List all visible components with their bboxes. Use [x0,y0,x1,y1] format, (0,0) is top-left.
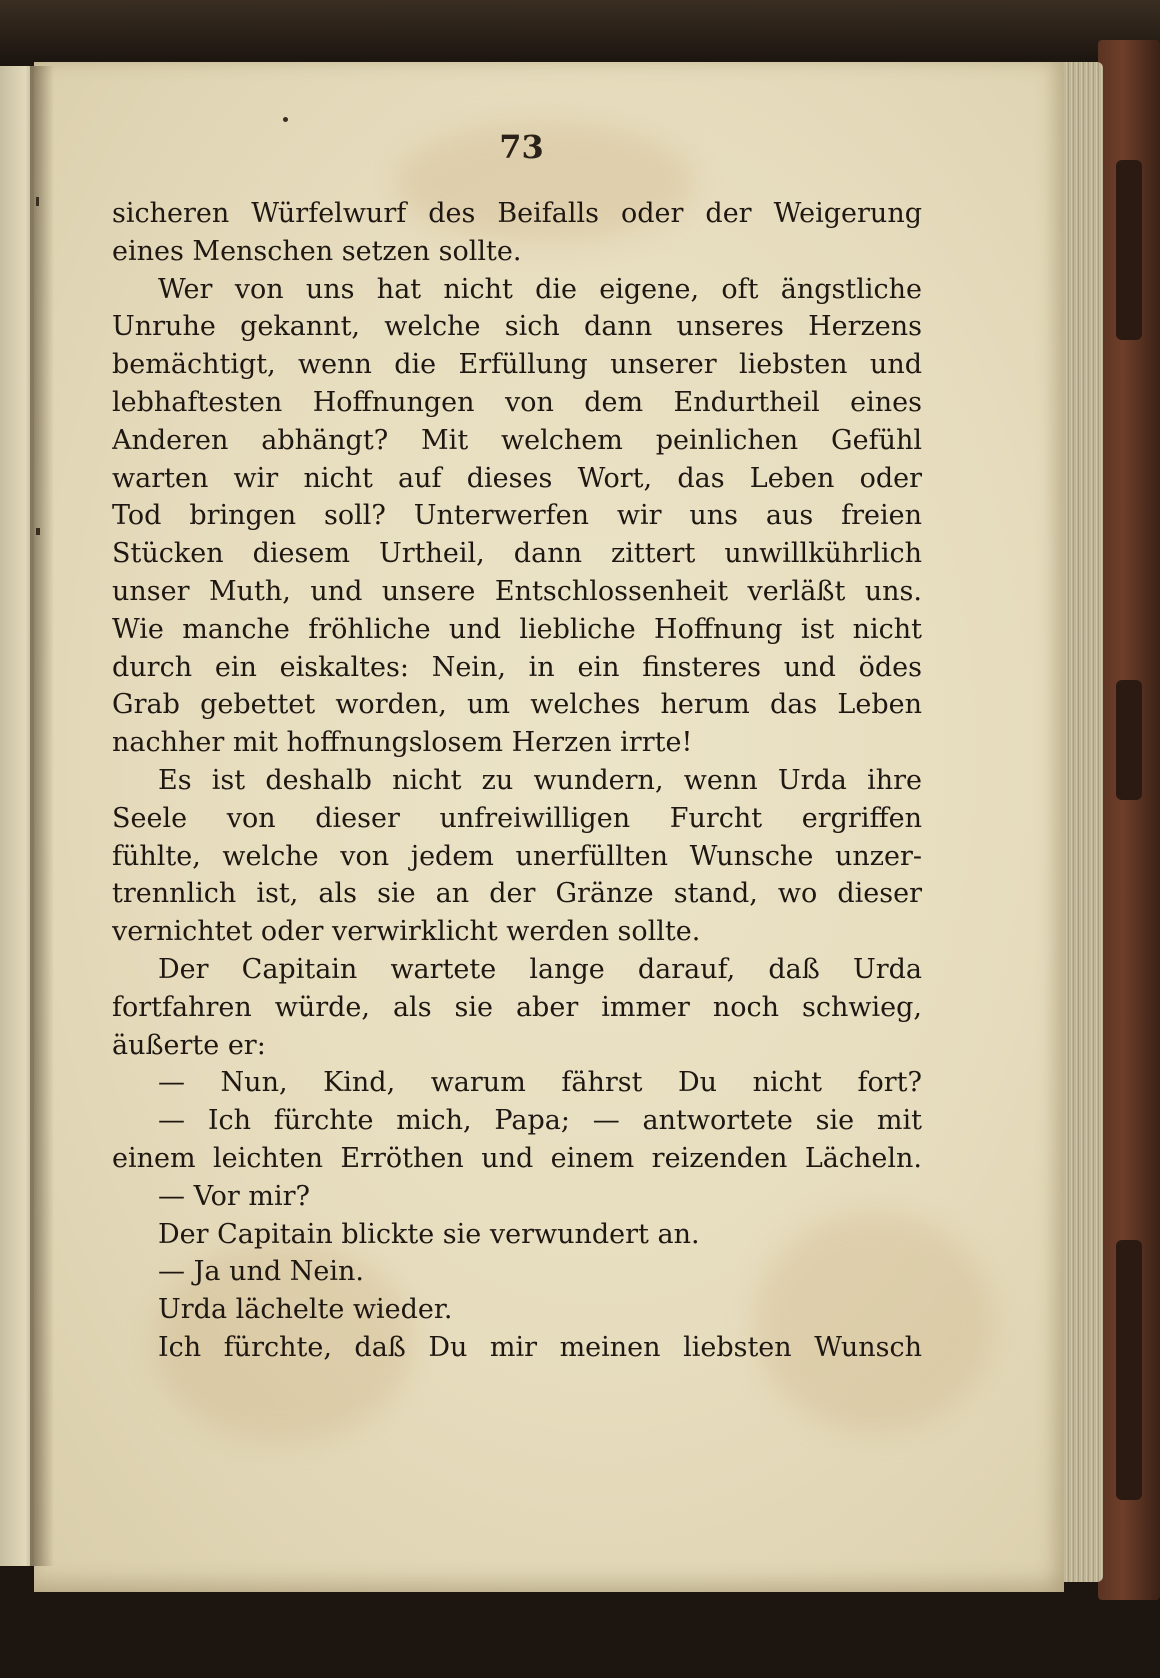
text-line: lebhaftesten Hoffnungen von dem Endurtheil eines [112,386,922,418]
text-line: trennlich ist, als sie an der Gränze stand, wo dieser [112,878,922,910]
text-line: Anderen abhängt? Mit welchem peinlichen Gefühl [112,424,922,456]
text-line: Grab gebettet worden, um welches herum das Leben [112,689,922,721]
text-line: bemächtigt, wenn die Erfüllung unserer liebsten und [112,349,922,381]
cover-scuff [1116,680,1142,800]
gutter-shadow [30,66,54,1566]
text-line: — Nun, Kind, warum fährst Du nicht fort? [158,1067,922,1099]
text-line: Urda lächelte wieder. [158,1294,453,1326]
text-line: — Ja und Nein. [158,1256,364,1288]
text-line: Der Capitain blickte sie verwundert an. [158,1218,700,1250]
text-line: sicheren Würfelwurf des Beifalls oder der Weigerung [112,198,922,229]
margin-mark [36,528,40,535]
book-cover-top [0,0,1160,60]
text-line: nachher mit hoffnungslosem Herzen irrte! [112,727,693,759]
text-line: fortfahren würde, als sie aber immer noch schwieg, [112,991,922,1023]
text-line: Tod bringen soll? Unterwerfen wir uns aus freien [112,500,922,532]
page-text [112,195,922,1367]
text-line: warten wir nicht auf dieses Wort, das Leben oder [112,462,922,494]
text-line: durch ein eiskaltes: Nein, in ein finsteres und ödes [112,651,922,683]
text-line: Wer von uns hat nicht die eigene, oft ängstliche [158,273,922,305]
text-line: Seele von dieser unfreiwilligen Furcht ergriffen [112,802,922,834]
text-line: eines Menschen setzen sollte. [112,235,522,267]
margin-mark [36,197,39,206]
text-line: vernichtet oder verwirklicht werden sollte. [112,916,701,948]
cover-scuff [1116,1240,1142,1500]
text-line: — Vor mir? [158,1180,310,1212]
text-line: fühlte, welche von jedem unerfüllten Wunsche unzer- [112,840,922,872]
page-number: 73 [499,128,544,166]
text-line: Unruhe gekannt, welche sich dann unseres Herzens [112,311,922,343]
book-cover-edge [1098,40,1160,1600]
text-line: äußerte er: [112,1029,266,1061]
cover-scuff [1116,160,1142,340]
text-line: unser Muth, und unsere Entschlossenheit verläßt uns. [112,575,922,607]
text-line: Der Capitain wartete lange darauf, daß Urda [158,953,922,985]
text-line: Ich fürchte, daß Du mir meinen liebsten Wunsch [158,1331,922,1363]
ink-dot [283,117,288,122]
text-line: — Ich fürchte mich, Papa; — antwortete sie mit [158,1105,922,1137]
text-line: Es ist deshalb nicht zu wundern, wenn Urda ihre [158,764,922,796]
text-line: Stücken diesem Urtheil, dann zittert unwillkührlich [112,538,922,570]
text-line: einem leichten Erröthen und einem reizenden Lächeln. [112,1142,922,1174]
text-line: Wie manche fröhliche und liebliche Hoffnung ist nicht [112,613,922,645]
